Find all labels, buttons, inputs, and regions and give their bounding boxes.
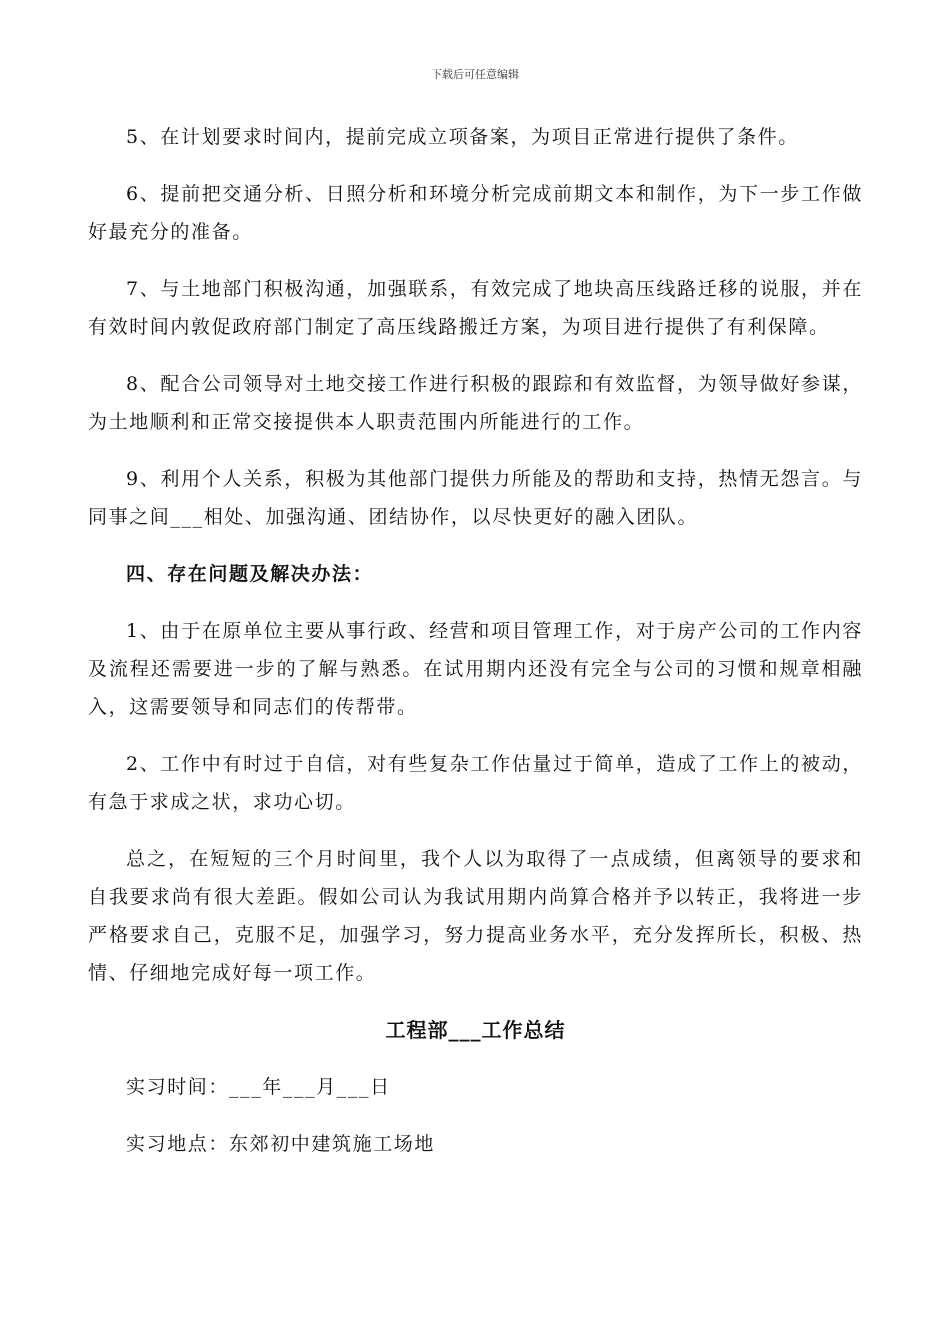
paragraph-item-5: 5、在计划要求时间内，提前完成立项备案，为项目正常进行提供了条件。 bbox=[126, 126, 799, 148]
internship-time-field: 实习时间：___年___月___日 bbox=[126, 1076, 391, 1098]
internship-location-field: 实习地点：东郊初中建筑施工场地 bbox=[126, 1133, 436, 1155]
paragraph-item-7: 7、与土地部门积极沟通，加强联系，有效完成了地块高压线路迁移的说服，并在有效时间内敦促政府部门制定了高压线路搬迁方案，为项目进行提供了有利保障。 bbox=[88, 278, 863, 338]
summary-paragraph: 总之，在短短的三个月时间里，我个人以为取得了一点成绩，但离领导的要求和自我要求尚有很大差距。假如公司认为我试用期内尚算合格并予以转正，我将进一步严格要求自己，克服不足，加强学习，努力提高业务水平，充分发挥所长，积极、热情、仔细地完成好每一项工作。 bbox=[88, 848, 863, 984]
paragraph-item-9: 9、利用个人关系，积极为其他部门提供力所能及的帮助和支持，热情无怨言。与同事之间___相处、加强沟通、团结协作，以尽快更好的融入团队。 bbox=[88, 468, 863, 528]
paragraph-item-6: 6、提前把交通分析、日照分析和环境分析完成前期文本和制作，为下一步工作做好最充分的准备。 bbox=[88, 183, 863, 243]
issue-paragraph-2: 2、工作中有时过于自信，对有些复杂工作估量过于简单，造成了工作上的被动，有急于求成之状，求功心切。 bbox=[88, 753, 863, 813]
document-body bbox=[88, 118, 863, 1182]
section-heading-issues: 四、存在问题及解决办法： bbox=[126, 563, 374, 585]
document-title: 工程部___工作总结 bbox=[385, 1018, 566, 1042]
issue-paragraph-1: 1、由于在原单位主要从事行政、经营和项目管理工作，对于房产公司的工作内容及流程还需要进一步的了解与熟悉。在试用期内还没有完全与公司的习惯和规章相融入，这需要领导和同志们的传帮带。 bbox=[88, 620, 863, 718]
page-header-note: 下载后可任意编辑 bbox=[431, 68, 519, 81]
paragraph-item-8: 8、配合公司领导对土地交接工作进行积极的跟踪和有效监督，为领导做好参谋，为土地顺利和正常交接提供本人职责范围内所能进行的工作。 bbox=[88, 373, 863, 433]
